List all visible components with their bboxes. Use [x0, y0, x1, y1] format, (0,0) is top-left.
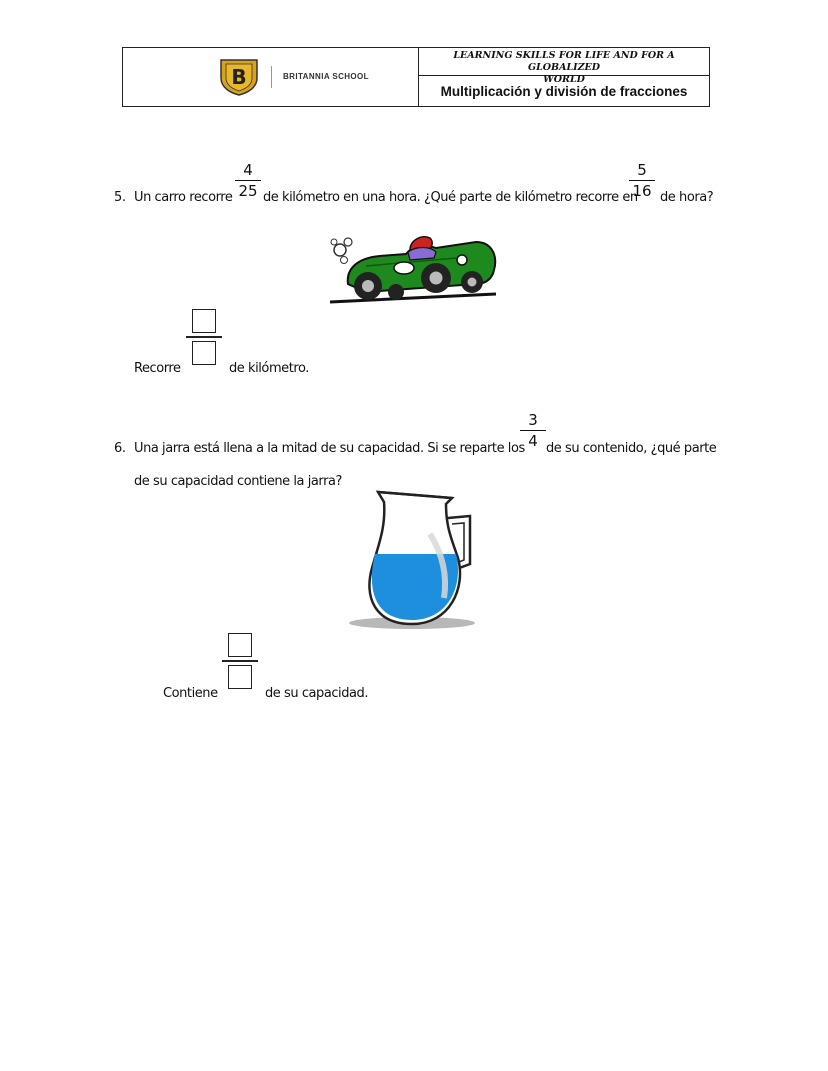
- problem-5-fraction-2: [629, 161, 655, 200]
- problem-5-number: 5.: [114, 190, 126, 205]
- header-title-cell: [419, 48, 709, 106]
- school-motto: [419, 48, 709, 85]
- problem-6-number: 6.: [114, 441, 126, 456]
- fraction-bar: [186, 336, 222, 338]
- answer-denominator-box[interactable]: [192, 341, 216, 365]
- fraction-bar: [222, 660, 258, 662]
- answer-numerator-box[interactable]: [192, 309, 216, 333]
- problem-5-text-b: de kilómetro en una hora. ¿Qué parte de kilómetro recorre en: [263, 190, 638, 205]
- problem-6-fraction-1: [520, 411, 546, 450]
- school-name: BRITANNIA SCHOOL: [283, 72, 369, 81]
- water-pitcher-icon: [348, 488, 478, 630]
- worksheet-subject: Multiplicación y división de fracciones: [440, 83, 688, 99]
- answer-denominator-box[interactable]: [228, 665, 252, 689]
- problem-6-text-b: de su contenido, ¿qué parte: [546, 441, 717, 456]
- school-logo-icon: [219, 58, 259, 96]
- fraction-denominator: 16: [632, 182, 652, 200]
- racing-car-icon: [326, 222, 502, 308]
- problem-5-text-c: de hora?: [660, 190, 714, 205]
- motto-line-1: LEARNING SKILLS FOR LIFE AND FOR A GLOBALIZED: [453, 50, 675, 73]
- fraction-denominator: 4: [528, 432, 538, 450]
- problem-6-text-a: Una jarra está llena a la mitad de su capacidad. Si se reparte los: [134, 441, 525, 456]
- problem-5-answer-fraction: [186, 309, 222, 365]
- fraction-numerator: 5: [637, 161, 647, 179]
- fraction-bar: [629, 180, 655, 181]
- problem-5-answer-suffix: de kilómetro.: [229, 361, 309, 376]
- problem-5-text-a: Un carro recorre: [134, 190, 233, 205]
- problem-5-answer-prefix: Recorre: [134, 361, 181, 376]
- fraction-numerator: 3: [528, 411, 538, 429]
- fraction-bar: [235, 180, 261, 181]
- logo-letter: B: [231, 65, 247, 89]
- problem-6-text-line-2: de su capacidad contiene la jarra?: [134, 474, 342, 489]
- fraction-denominator: 25: [238, 182, 258, 200]
- problem-6-answer-fraction: [222, 633, 258, 689]
- problem-6-answer-suffix: de su capacidad.: [265, 686, 369, 701]
- answer-numerator-box[interactable]: [228, 633, 252, 657]
- fraction-bar: [520, 430, 546, 431]
- worksheet-header: [122, 47, 710, 107]
- problem-6-answer-prefix: Contiene: [163, 686, 218, 701]
- problem-5-fraction-1: [235, 161, 261, 200]
- fraction-numerator: 4: [243, 161, 253, 179]
- motto-line-2: WORLD: [543, 74, 585, 85]
- header-logo-cell: [123, 48, 419, 106]
- logo-separator: [271, 66, 272, 88]
